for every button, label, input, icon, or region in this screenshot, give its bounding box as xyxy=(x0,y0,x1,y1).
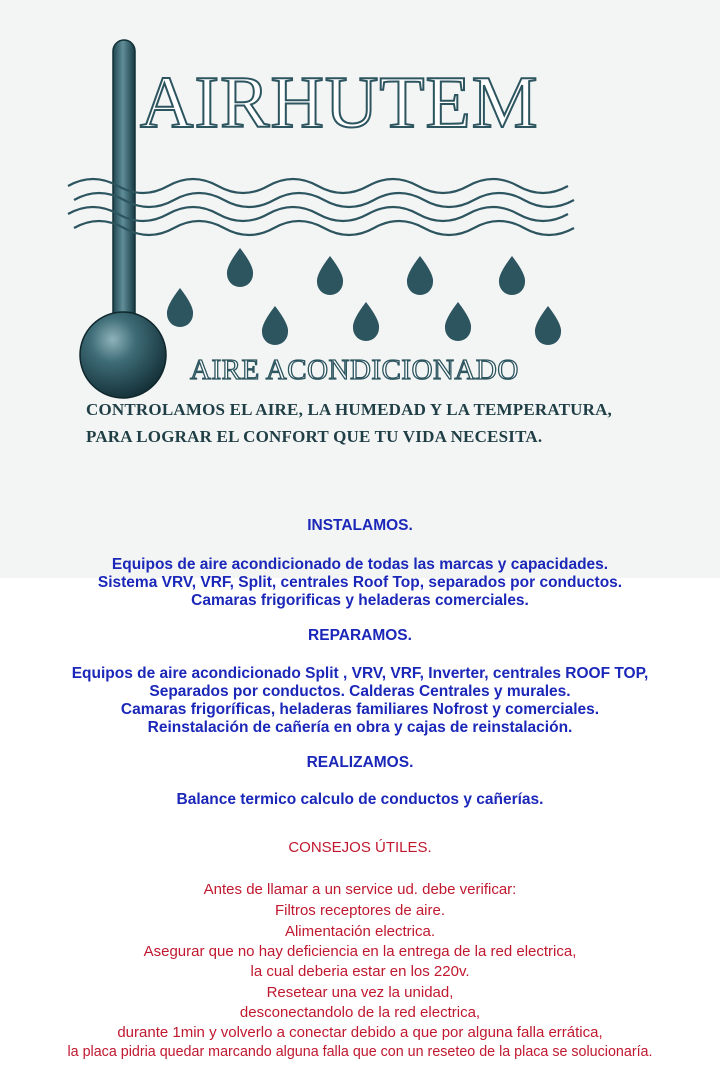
tips-line: Antes de llamar a un service ud. debe verificar: xyxy=(203,881,517,898)
instalamos-line: Equipos de aire acondicionado de todas las marcas y capacidades. xyxy=(111,556,609,573)
water-drop-icon xyxy=(167,248,561,345)
tips-line: Filtros receptores de aire. xyxy=(274,902,446,919)
instalamos-line: Camaras frigorificas y heladeras comerciales. xyxy=(191,592,529,609)
instalamos-heading: INSTALAMOS. xyxy=(307,517,413,534)
reparamos-line: Reinstalación de cañería en obra y cajas de reinstalación. xyxy=(147,719,573,736)
brand-name: AIRHUTEM xyxy=(140,62,539,144)
instalamos-line: Sistema VRV, VRF, Split, centrales Roof Top, separados por conductos. xyxy=(97,574,623,591)
tips-line: la cual deberia estar en los 220v. xyxy=(250,963,470,980)
tips-heading: CONSEJOS ÚTILES. xyxy=(288,839,432,856)
reparamos-heading: REPARAMOS. xyxy=(308,627,412,644)
tips-line: desconectandolo de la red electrica, xyxy=(239,1004,481,1021)
tips-line: Alimentación electrica. xyxy=(284,923,436,940)
realizamos-heading: REALIZAMOS. xyxy=(306,754,414,771)
reparamos-line: Camaras frigoríficas, heladeras familiares Nofrost y comerciales. xyxy=(120,701,600,718)
tips-line: la placa pidria quedar marcando alguna falla que con un reseteo de la placa se solucionaría. xyxy=(67,1044,653,1060)
tips-line: Asegurar que no hay deficiencia en la entrega de la red electrica, xyxy=(143,943,577,960)
tips-line: Resetear una vez la unidad, xyxy=(266,984,454,1001)
wave-lines-icon xyxy=(68,179,574,235)
slogan-line: PARA LOGRAR EL CONFORT QUE TU VIDA NECESITA. xyxy=(86,427,543,446)
tips-line: durante 1min y volverlo a conectar debido a que por alguna falla errática, xyxy=(117,1024,603,1041)
realizamos-line: Balance termico calculo de conductos y cañerías. xyxy=(176,791,544,808)
reparamos-line: Separados por conductos. Calderas Centrales y murales. xyxy=(149,683,571,700)
reparamos-line: Equipos de aire acondicionado Split , VRV, VRF, Inverter, centrales ROOF TOP, xyxy=(71,665,649,682)
brand-subtitle: AIRE ACONDICIONADO xyxy=(190,354,519,386)
slogan-line: CONTROLAMOS EL AIRE, LA HUMEDAD Y LA TEMPERATURA, xyxy=(86,400,613,419)
